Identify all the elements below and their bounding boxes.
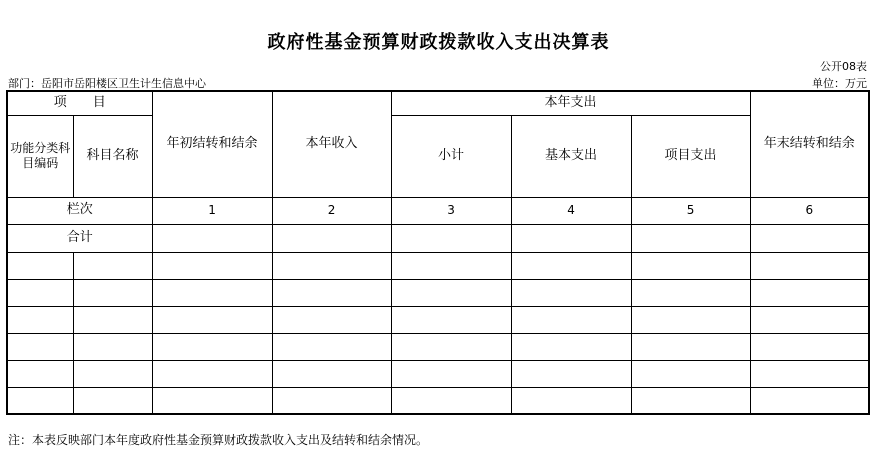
table-cell — [750, 224, 869, 252]
table-cell — [73, 387, 152, 414]
table-cell — [511, 387, 631, 414]
form-code: 公开08表 — [820, 60, 867, 73]
table-cell — [7, 306, 73, 333]
column-number: 5 — [631, 197, 750, 224]
table-cell — [7, 333, 73, 360]
table-cell — [73, 306, 152, 333]
table-cell — [272, 224, 391, 252]
table-cell — [631, 387, 750, 414]
department-label: 部门：岳阳市岳阳楼区卫生计生信息中心 — [8, 77, 206, 90]
table-cell — [272, 387, 391, 414]
table-cell — [152, 333, 272, 360]
table-cell — [391, 279, 511, 306]
page-title: 政府性基金预算财政拨款收入支出决算表 — [267, 32, 610, 53]
column-number: 2 — [272, 197, 391, 224]
table-cell — [750, 306, 869, 333]
footnote: 注：本表反映部门本年度政府性基金预算财政拨款收入支出及结转和结余情况。 — [8, 433, 429, 447]
table-cell — [272, 252, 391, 279]
table-row — [7, 279, 869, 306]
table-cell — [511, 360, 631, 387]
table-cell — [750, 279, 869, 306]
table-cell — [272, 333, 391, 360]
column-number: 3 — [391, 197, 511, 224]
table-cell — [152, 224, 272, 252]
table-cell — [511, 224, 631, 252]
table-cell — [631, 360, 750, 387]
table-cell — [7, 387, 73, 414]
table-cell — [73, 279, 152, 306]
header-opening-balance: 年初结转和结余 — [152, 91, 272, 197]
table-cell — [7, 252, 73, 279]
table-cell — [391, 360, 511, 387]
table-cell — [631, 333, 750, 360]
header-current-expenditure: 本年支出 — [391, 91, 750, 115]
table-cell — [750, 360, 869, 387]
column-number-label: 栏次 — [7, 197, 152, 224]
header-item: 项 目 — [7, 91, 152, 115]
table-row — [7, 333, 869, 360]
unit-label: 单位：万元 — [812, 77, 867, 90]
table-cell — [750, 387, 869, 414]
table-cell — [152, 279, 272, 306]
total-label: 合计 — [7, 224, 152, 252]
table-cell — [391, 224, 511, 252]
header-closing-balance: 年末结转和结余 — [750, 91, 869, 197]
header-func-code: 功能分类科目编码 — [7, 115, 73, 197]
table-cell — [631, 252, 750, 279]
table-row — [7, 252, 869, 279]
table-cell — [391, 333, 511, 360]
column-number: 6 — [750, 197, 869, 224]
table-cell — [73, 252, 152, 279]
table-cell — [750, 252, 869, 279]
table-row — [7, 306, 869, 333]
table-cell — [152, 252, 272, 279]
header-subtotal: 小计 — [391, 115, 511, 197]
total-row — [7, 224, 869, 252]
table-cell — [631, 224, 750, 252]
header-basic-expenditure: 基本支出 — [511, 115, 631, 197]
table-cell — [511, 252, 631, 279]
column-number: 1 — [152, 197, 272, 224]
table-cell — [7, 360, 73, 387]
table-cell — [272, 360, 391, 387]
table-cell — [272, 279, 391, 306]
table-row — [7, 360, 869, 387]
budget-table — [6, 90, 870, 415]
table-cell — [511, 279, 631, 306]
table-cell — [511, 333, 631, 360]
table-cell — [631, 306, 750, 333]
table-cell — [631, 279, 750, 306]
table-cell — [152, 360, 272, 387]
header-project-expenditure: 项目支出 — [631, 115, 750, 197]
table-row — [7, 387, 869, 414]
table-cell — [391, 306, 511, 333]
header-subject-name: 科目名称 — [73, 115, 152, 197]
table-cell — [391, 252, 511, 279]
table-cell — [272, 306, 391, 333]
header-current-income: 本年收入 — [272, 91, 391, 197]
table-cell — [511, 306, 631, 333]
column-number: 4 — [511, 197, 631, 224]
table-cell — [152, 306, 272, 333]
table-cell — [391, 387, 511, 414]
table-cell — [7, 279, 73, 306]
table-cell — [152, 387, 272, 414]
table-cell — [750, 333, 869, 360]
table-cell — [73, 360, 152, 387]
table-cell — [73, 333, 152, 360]
